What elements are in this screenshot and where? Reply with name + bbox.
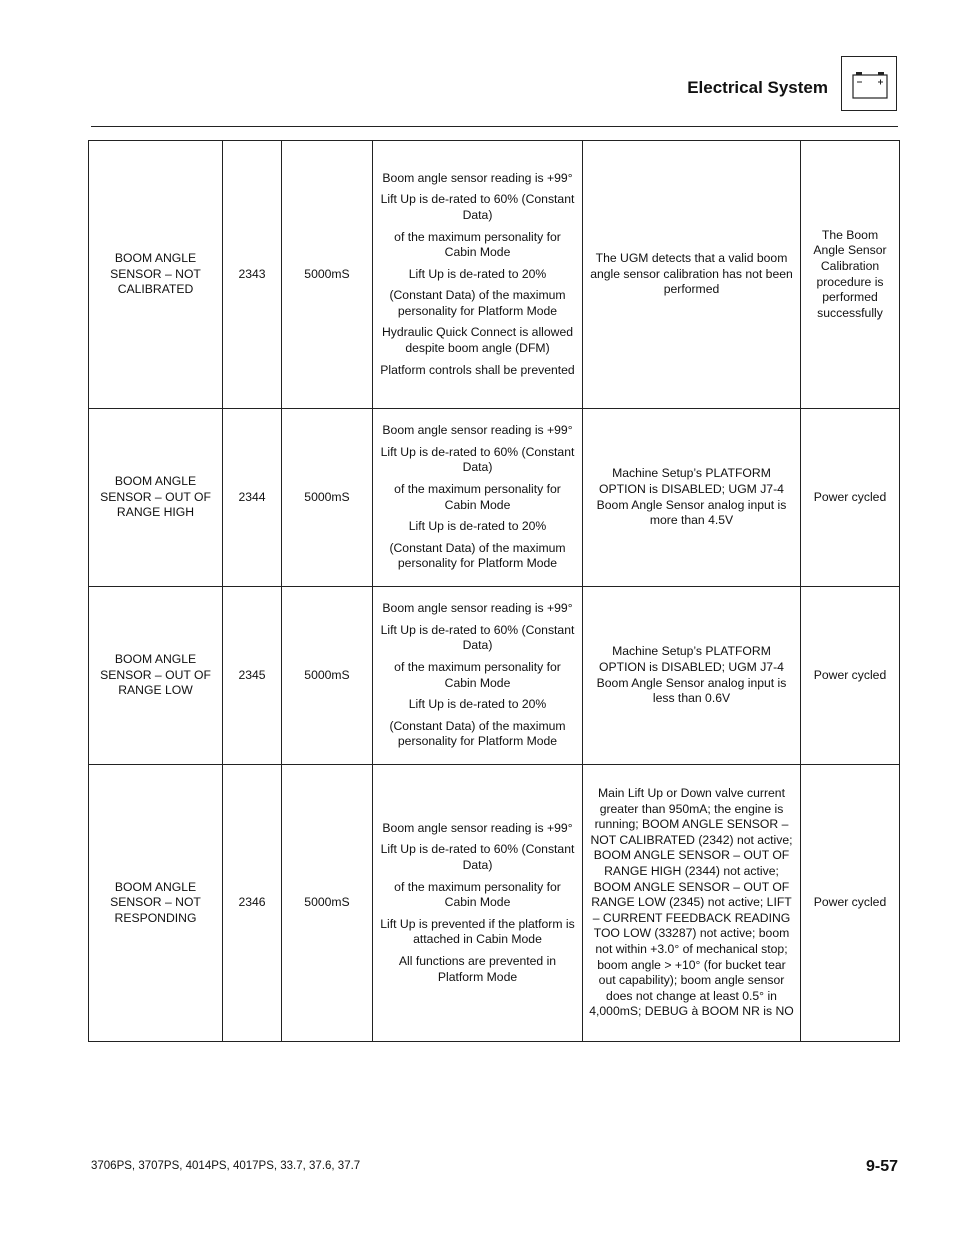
- table-row: [89, 587, 900, 765]
- footer-models: 3706PS, 3707PS, 4014PS, 4017PS, 33.7, 37.6, 37.7: [91, 1160, 361, 1172]
- table-row: [89, 141, 900, 409]
- table-row: [89, 765, 900, 1042]
- action-item: Lift Up is de-rated to 60% (Constant Data): [380, 192, 575, 222]
- action-item: Lift Up is de-rated to 20%: [408, 519, 547, 534]
- page-title: Electrical System: [687, 78, 828, 97]
- action-item: of the maximum personality for Cabin Mode: [394, 481, 561, 512]
- fault-time-cell: 5000mS: [282, 141, 373, 409]
- fault-condition-cell: The UGM detects that a valid boom angle sensor calibration has not been performed: [583, 141, 801, 409]
- fault-condition-cell: Main Lift Up or Down valve current greater than 950mA; the engine is running; BOOM ANGLE SENSOR – NOT CALIBRATED (2342) not active; BOOM ANGLE SENSOR – OUT OF RANGE HIGH (2344) not active; BOOM ANGLE SENSOR – OUT OF RANGE LOW (2345) not active; LIFT – CURRENT FEEDBACK READING TOO LOW (33287) not active; boom not within +3.0° of mechanical stop; boom angle > +10° (for bucket tear out capability); boom angle sensor does not change at least 0.5° in 4,000mS; DEBUG à BOOM NR is NO: [583, 765, 801, 1042]
- action-item: of the maximum personality for Cabin Mode: [394, 659, 561, 690]
- action-item: (Constant Data) of the maximum personality for Platform Mode: [389, 718, 566, 749]
- action-item: of the maximum personality for Cabin Mode: [394, 229, 561, 260]
- fault-time-cell: 5000mS: [282, 765, 373, 1042]
- header-divider: [91, 126, 898, 127]
- fault-condition-cell: Machine Setup’s PLATFORM OPTION is DISABLED; UGM J7-4 Boom Angle Sensor analog input is less than 0.6V: [583, 587, 801, 765]
- battery-icon: [841, 56, 897, 111]
- action-item: Boom angle sensor reading is +99°: [382, 601, 573, 616]
- page-number: 9-57: [865, 1158, 898, 1175]
- fault-time-cell: 5000mS: [282, 409, 373, 587]
- fault-actions-cell: [373, 765, 583, 1042]
- fault-table: [88, 140, 900, 1042]
- action-item: Lift Up is prevented if the platform is attached in Cabin Mode: [380, 916, 575, 947]
- action-item: Lift Up is de-rated to 20%: [408, 697, 547, 712]
- action-item: Lift Up is de-rated to 60% (Constant Data): [380, 842, 575, 873]
- fault-actions-cell: [373, 141, 583, 409]
- fault-actions-cell: [373, 409, 583, 587]
- fault-clear-cell: Power cycled: [801, 765, 900, 1042]
- action-item: (Constant Data) of the maximum personality for Platform Mode: [389, 288, 566, 318]
- action-item: Lift Up is de-rated to 60% (Constant Data): [380, 622, 575, 653]
- fault-code-cell: 2346: [223, 765, 282, 1042]
- action-item: Lift Up is de-rated to 60% (Constant Data): [380, 444, 575, 475]
- action-item: Boom angle sensor reading is +99°: [382, 820, 573, 835]
- action-item: All functions are prevented in Platform Mode: [398, 953, 557, 984]
- table-row: [89, 409, 900, 587]
- fault-clear-cell: The Boom Angle Sensor Calibration procedure is performed successfully: [801, 141, 900, 409]
- action-item: Lift Up is de-rated to 20%: [408, 266, 547, 281]
- fault-time-cell: 5000mS: [282, 587, 373, 765]
- fault-actions-cell: [373, 587, 583, 765]
- fault-code-cell: 2345: [223, 587, 282, 765]
- action-item: Boom angle sensor reading is +99°: [382, 170, 573, 185]
- fault-clear-cell: Power cycled: [801, 587, 900, 765]
- action-item: Boom angle sensor reading is +99°: [382, 423, 573, 438]
- action-item: (Constant Data) of the maximum personality for Platform Mode: [389, 540, 566, 571]
- fault-name-cell: BOOM ANGLE SENSOR – OUT OF RANGE HIGH: [89, 409, 223, 587]
- fault-condition-cell: Machine Setup’s PLATFORM OPTION is DISABLED; UGM J7-4 Boom Angle Sensor analog input is more than 4.5V: [583, 409, 801, 587]
- fault-code-cell: 2344: [223, 409, 282, 587]
- action-item: Platform controls shall be prevented: [380, 362, 575, 377]
- fault-code-cell: 2343: [223, 141, 282, 409]
- fault-name-cell: BOOM ANGLE SENSOR – NOT CALIBRATED: [89, 141, 223, 409]
- fault-clear-cell: Power cycled: [801, 409, 900, 587]
- fault-name-cell: BOOM ANGLE SENSOR – NOT RESPONDING: [89, 765, 223, 1042]
- action-item: of the maximum personality for Cabin Mode: [394, 879, 561, 910]
- action-item: Hydraulic Quick Connect is allowed despite boom angle (DFM): [381, 325, 574, 356]
- fault-name-cell: BOOM ANGLE SENSOR – OUT OF RANGE LOW: [89, 587, 223, 765]
